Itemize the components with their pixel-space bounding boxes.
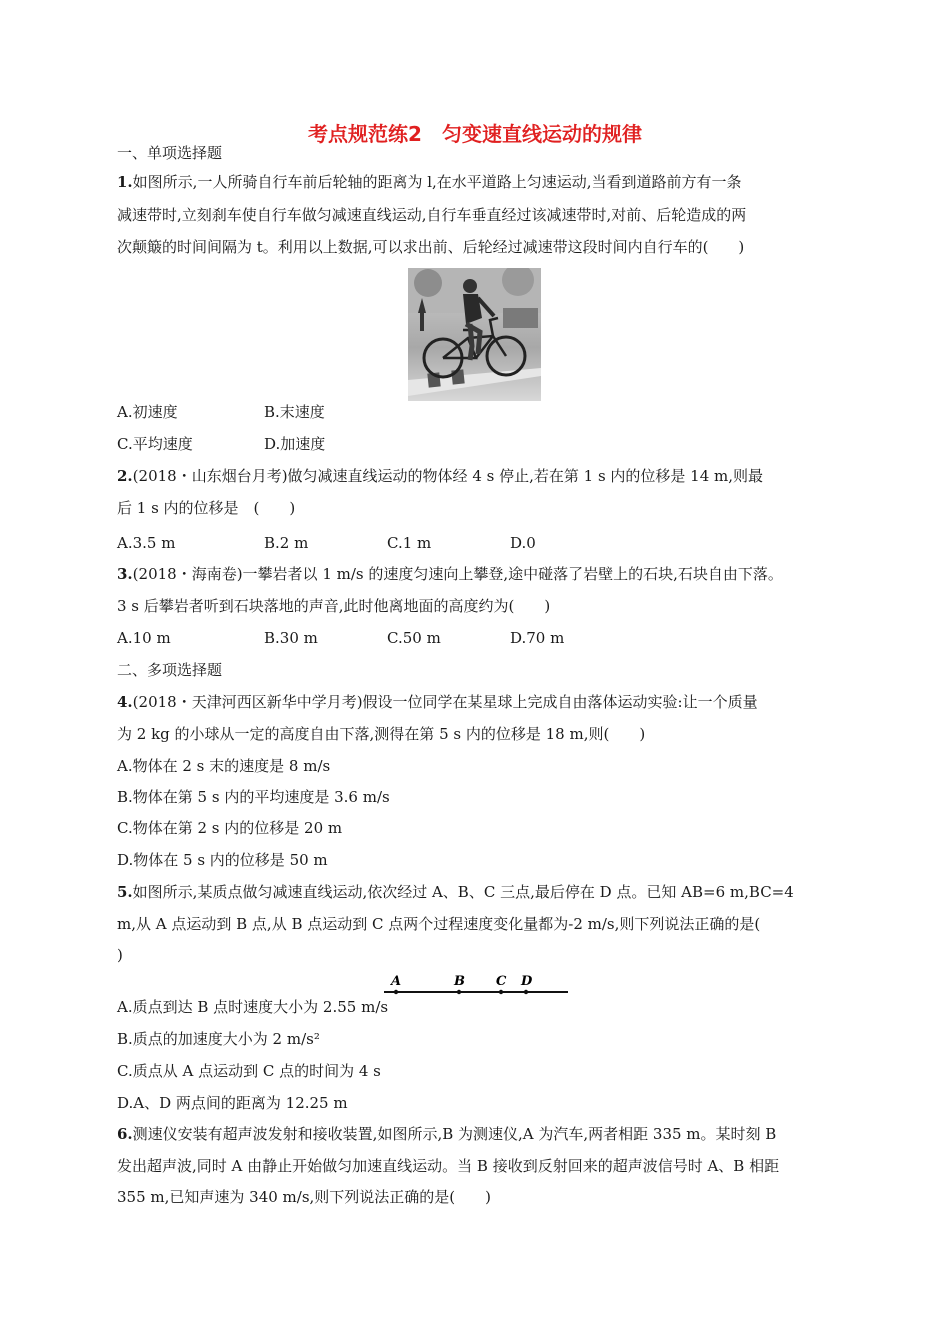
q2-option-a: A.3.5 m (117, 534, 176, 552)
q1-option-b: B.末速度 (264, 403, 325, 421)
q4-option-d: D.物体在 5 s 内的位移是 50 m (117, 851, 328, 869)
section-heading-multiple-choice: 二、多项选择题 (117, 661, 223, 679)
q3-option-a: A.10 m (117, 629, 171, 647)
q3-option-d: D.70 m (510, 629, 565, 647)
question-3-line-2: 3 s 后攀岩者听到石块落地的声音,此时他离地面的高度约为( ) (117, 597, 551, 615)
question-number: 4. (117, 693, 133, 711)
point-c-dot (499, 990, 503, 994)
q1-option-c: C.平均速度 (117, 435, 193, 453)
question-4-line-2: 为 2 kg 的小球从一定的高度自由下落,测得在第 5 s 内的位移是 18 m,则( ) (117, 725, 646, 743)
q4-option-a: A.物体在 2 s 末的速度是 8 m/s (117, 757, 331, 775)
points-line-diagram (380, 970, 570, 998)
question-number: 2. (117, 467, 133, 485)
point-b-dot (457, 990, 461, 994)
question-text: (2018・天津河西区新华中学月考)假设一位同学在某星球上完成自由落体运动实验:让一个质量 (132, 693, 758, 711)
q4-option-b: B.物体在第 5 s 内的平均速度是 3.6 m/s (117, 788, 390, 806)
question-2-line-2: 后 1 s 内的位移是 ( ) (117, 499, 296, 517)
question-1-line-1 (117, 172, 742, 192)
question-3-line-1 (117, 564, 783, 584)
q2-option-c: C.1 m (387, 534, 432, 552)
section-heading-single-choice: 一、单项选择题 (117, 144, 223, 162)
question-text: 如图所示,一人所骑自行车前后轮轴的距离为 l,在水平道路上匀速运动,当看到道路前方有一条 (132, 173, 742, 191)
point-a-label: A (391, 974, 402, 989)
q5-option-a: A.质点到达 B 点时速度大小为 2.55 m/s (117, 998, 389, 1016)
q1-option-d: D.加速度 (264, 435, 326, 453)
question-1-line-2: 减速带时,立刻刹车使自行车做匀减速直线运动,自行车垂直经过该减速带时,对前、后轮造成的两 (117, 206, 747, 224)
q4-option-c: C.物体在第 2 s 内的位移是 20 m (117, 819, 343, 837)
question-4-line-1 (117, 692, 758, 712)
question-6-line-2: 发出超声波,同时 A 由静止开始做匀加速直线运动。当 B 接收到反射回来的超声波信号时 A、B 相距 (117, 1157, 780, 1175)
q5-option-c: C.质点从 A 点运动到 C 点的时间为 4 s (117, 1062, 381, 1080)
q2-option-d: D.0 (510, 534, 536, 552)
question-number: 1. (117, 173, 133, 191)
question-6-line-3: 355 m,已知声速为 340 m/s,则下列说法正确的是( ) (117, 1188, 492, 1206)
bicycle-photo (408, 268, 541, 401)
question-text: (2018・海南卷)一攀岩者以 1 m/s 的速度匀速向上攀登,途中碰落了岩壁上的石块,石块自由下落。 (132, 565, 783, 583)
q5-option-d: D.A、D 两点间的距离为 12.25 m (117, 1094, 348, 1112)
q1-option-a: A.初速度 (117, 403, 178, 421)
point-a-dot (394, 990, 398, 994)
page-title: 考点规范练2 匀变速直线运动的规律 (308, 122, 642, 146)
question-number: 6. (117, 1125, 133, 1143)
point-b-label: B (454, 974, 465, 989)
question-2-line-1 (117, 466, 763, 486)
question-text: 如图所示,某质点做匀减速直线运动,依次经过 A、B、C 三点,最后停在 D 点。已知 AB=6 m,BC=4 (132, 883, 794, 901)
question-text: 测速仪安装有超声波发射和接收装置,如图所示,B 为测速仪,A 为汽车,两者相距 335 m。某时刻 B (132, 1125, 777, 1143)
point-c-label: C (496, 974, 507, 989)
question-6-line-1 (117, 1124, 776, 1144)
q2-option-b: B.2 m (264, 534, 309, 552)
question-1-line-3: 次颠簸的时间间隔为 t。利用以上数据,可以求出前、后轮经过减速带这段时间内自行车的( ) (117, 238, 745, 256)
question-number: 5. (117, 883, 133, 901)
q3-option-c: C.50 m (387, 629, 441, 647)
q5-option-b: B.质点的加速度大小为 2 m/s² (117, 1030, 320, 1048)
q3-option-b: B.30 m (264, 629, 318, 647)
question-number: 3. (117, 565, 133, 583)
question-5-line-1 (117, 882, 794, 902)
question-5-line-3: ) (117, 946, 123, 964)
question-5-line-2: m,从 A 点运动到 B 点,从 B 点运动到 C 点两个过程速度变化量都为-2 m/s,则下列说法正确的是( (117, 915, 761, 933)
question-text: (2018・山东烟台月考)做匀减速直线运动的物体经 4 s 停止,若在第 1 s 内的位移是 14 m,则最 (132, 467, 764, 485)
point-d-label: D (521, 974, 533, 989)
point-d-dot (524, 990, 528, 994)
